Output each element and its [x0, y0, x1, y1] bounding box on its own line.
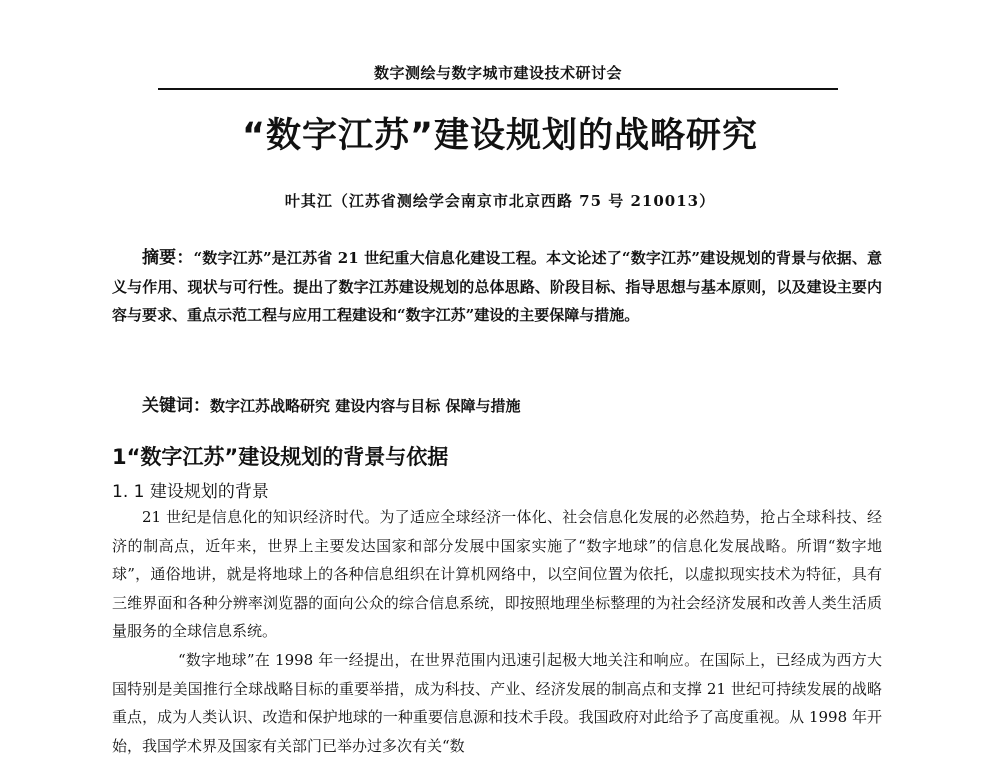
abstract-label: 摘要： [142, 248, 194, 268]
header-rule [158, 88, 838, 90]
paper-title: “数字江苏”建设规划的战略研究 [241, 116, 758, 156]
abstract [112, 244, 882, 330]
conference-header: 数字测绘与数字城市建设技术研讨会 [373, 64, 622, 82]
body-paragraph: “数字地球”在 1998 年一经提出，在世界范围内迅速引起极大地关注和响应。在国际上，已经成为西方大国特别是美国推行全球战略目标的重要举措，成为科技、产业、经济发展的制高点和支撑 21 世纪可持续发展的战略重点，成为人类认识、改造和保护地球的一种重要信息源和技术手段。我国政府对此给予了高度重视。从 1998 年开始，我国学术界及国家有关部门已举办过多次有关“数 [112, 651, 882, 755]
body-paragraph: 21 世纪是信息化的知识经济时代。为了适应全球经济一体化、社会信息化发展的必然趋势，抢占全球科技、经济的制高点，近年来，世界上主要发达国家和部分发展中国家实施了“数字地球”的信息化发展战略。所谓“数字地球”，通俗地讲，就是将地球上的各种信息组织在计算机网络中，以空间位置为依托，以虚拟现实技术为特征，具有三维界面和各种分辨率浏览器的面向公众的综合信息系统，即按照地理坐标整理的为社会经济发展和改善人类生活质量服务的全球信息系统。 [112, 508, 882, 640]
keywords-label: 关键词： [142, 396, 210, 416]
abstract-text: “数字江苏”是江苏省 21 世纪重大信息化建设工程。本文论述了“数字江苏”建设规划的背景与依据、意义与作用、现状与可行性。提出了数字江苏建设规划的总体思路、阶段目标、指导思想与基本原则，以及建设主要内容与要求、重点示范工程与应用工程建设和“数字江苏”建设的主要保障与措施。 [112, 249, 882, 324]
author-line: 叶其江（江苏省测绘学会南京市北京西路 75 号 210013） [284, 192, 716, 210]
keywords [142, 391, 882, 416]
subsection-heading: 1. 1 建设规划的背景 [112, 482, 269, 502]
keywords-text: 数字江苏战略研究 建设内容与目标 保障与措施 [210, 397, 521, 415]
section-heading: 1“数字江苏”建设规划的背景与依据 [112, 445, 449, 469]
